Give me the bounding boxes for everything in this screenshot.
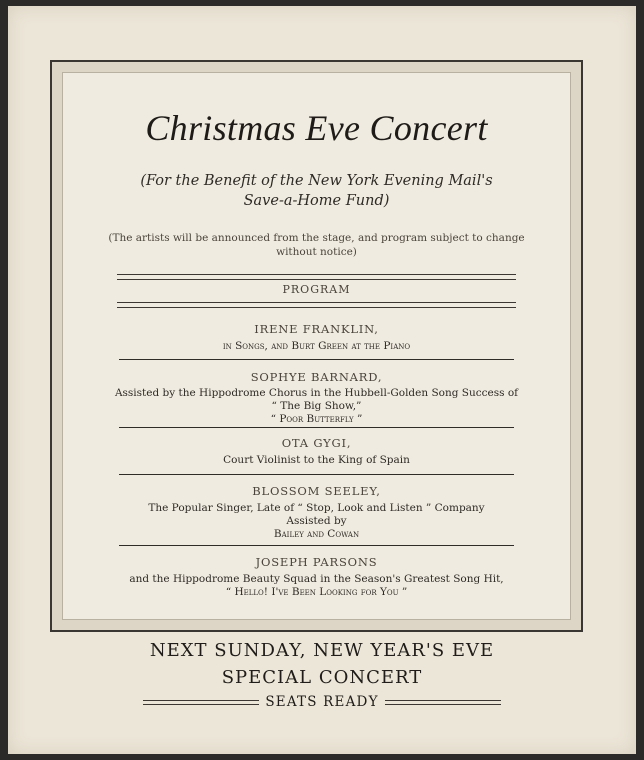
notice-line-2: without notice) — [276, 246, 357, 258]
act-description-2: “ The Big Show,” — [271, 400, 362, 412]
act-name: IRENE FRANKLIN, — [254, 322, 379, 336]
right-decorative-rule — [385, 700, 501, 705]
double-rule-bottom — [117, 302, 516, 308]
left-decorative-rule — [143, 700, 259, 705]
program-panel — [62, 72, 571, 620]
special-concert-heading: SPECIAL CONCERT — [221, 667, 423, 688]
program-frame — [50, 60, 583, 632]
act-description: and the Hippodrome Beauty Squad in the Season's Greatest Song Hit, — [129, 573, 504, 585]
program-heading: PROGRAM — [282, 283, 351, 296]
act-divider — [119, 427, 514, 428]
act-description: in Songs, and Burt Green at the Piano — [222, 340, 411, 352]
act-name: JOSEPH PARSONS — [255, 555, 378, 569]
act-assistants: Bailey and Cowan — [273, 528, 360, 540]
act-song: “ Poor Butterfly ” — [270, 413, 363, 425]
seats-ready-text: SEATS READY — [265, 694, 379, 710]
act-name: OTA GYGI, — [281, 436, 352, 450]
act-sophye-barnard — [83, 369, 550, 426]
seats-ready-line — [8, 694, 636, 710]
act-divider — [119, 359, 514, 360]
act-name: SOPHYE BARNARD, — [250, 370, 383, 384]
act-name: BLOSSOM SEELEY, — [252, 484, 381, 498]
act-description: The Popular Singer, Late of “ Stop, Look and Listen ” Company — [148, 502, 485, 514]
act-description-2: Assisted by — [286, 515, 347, 527]
act-ota-gygi — [83, 435, 550, 467]
program-page — [8, 6, 636, 754]
act-description: Assisted by the Hippodrome Chorus in the Hubbell-Golden Song Success of — [114, 387, 519, 399]
act-blossom-seeley — [83, 483, 550, 541]
act-divider — [119, 474, 514, 475]
change-notice — [103, 231, 530, 259]
act-irene-franklin — [83, 321, 550, 353]
act-song: “ Hello! I've Been Looking for You ” — [225, 586, 408, 598]
double-rule-top — [117, 274, 516, 280]
subtitle-line-2: Save-a-Home Fund) — [243, 193, 390, 209]
act-joseph-parsons — [83, 554, 550, 599]
benefit-subtitle — [63, 171, 570, 211]
next-sunday-announcement: NEXT SUNDAY, NEW YEAR'S EVE — [149, 640, 495, 661]
act-divider — [119, 545, 514, 546]
subtitle-line-1: (For the Benefit of the New York Evening Mail's — [140, 173, 493, 189]
act-description: Court Violinist to the King of Spain — [223, 454, 410, 466]
notice-line-1: (The artists will be announced from the stage, and program subject to change — [108, 232, 525, 244]
concert-title: Christmas Eve Concert — [145, 108, 488, 148]
